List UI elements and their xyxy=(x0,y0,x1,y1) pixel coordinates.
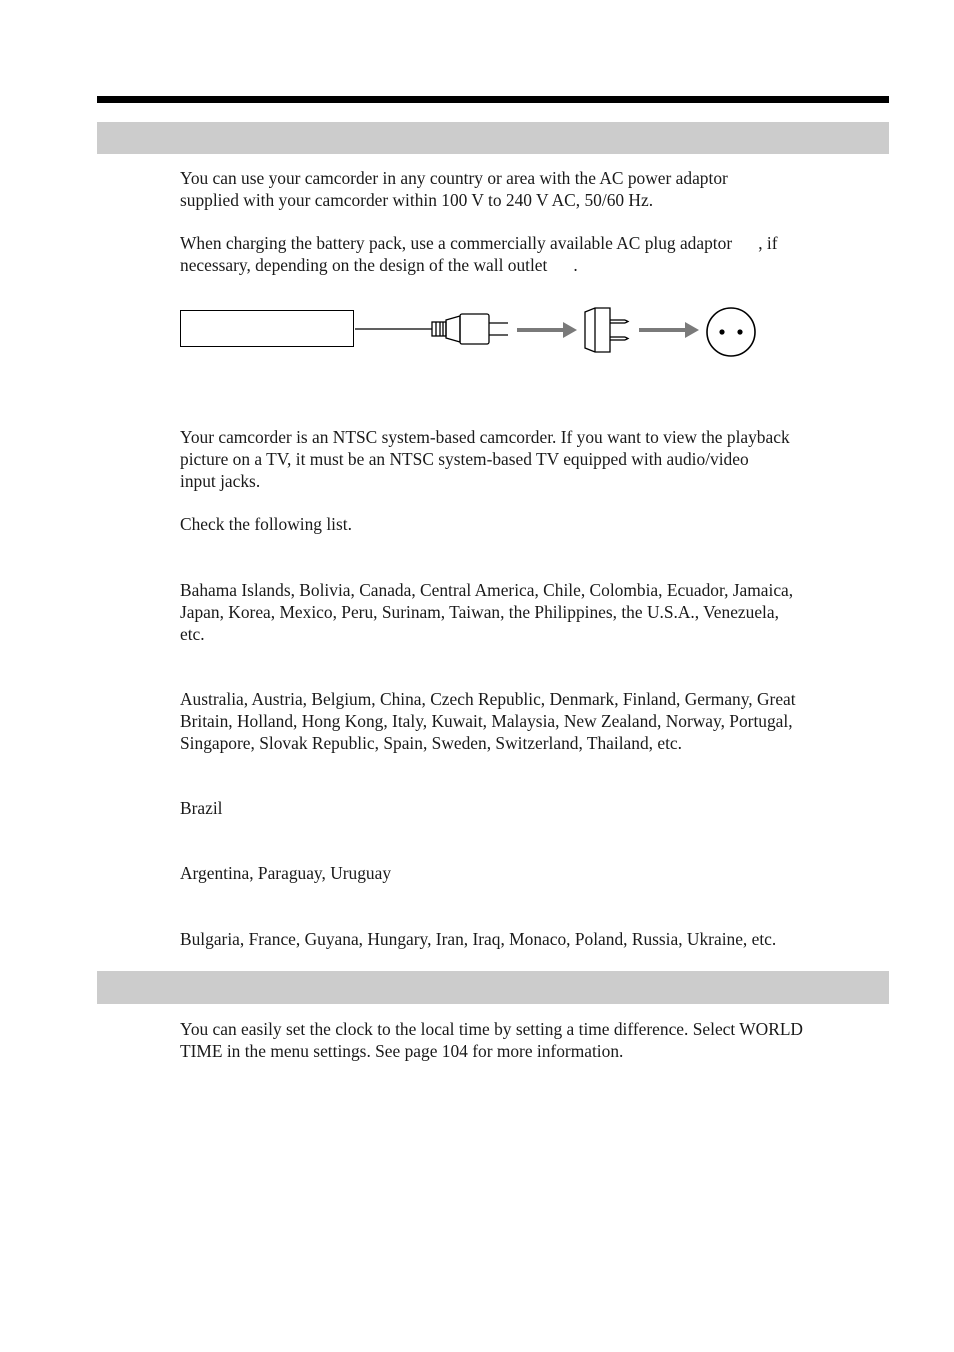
text-line: necessary, depending on the design of the wall outlet . xyxy=(180,255,578,275)
text-line: Your camcorder is an NTSC system-based camcorder. If you want to view the playback xyxy=(180,427,790,447)
pal-n-country-list: Argentina, Paraguay, Uruguay xyxy=(180,863,392,883)
ntsc-info-paragraph xyxy=(180,426,890,492)
world-time-paragraph xyxy=(180,1018,890,1062)
plug-adaptor-figure xyxy=(180,302,780,364)
plug-adaptor-paragraph xyxy=(180,232,890,276)
arrow-right-icon xyxy=(639,322,699,338)
pal-m-country-list: Brazil xyxy=(180,798,223,818)
section-header-bar-power xyxy=(97,122,889,154)
secam-country-list: Bulgaria, France, Guyana, Hungary, Iran, Iraq, Monaco, Poland, Russia, Ukraine, etc. xyxy=(180,929,777,949)
text-line: supplied with your camcorder within 100 V to 240 V AC, 50/60 Hz. xyxy=(180,190,654,210)
power-voltage-paragraph xyxy=(180,167,890,211)
text-line: Japan, Korea, Mexico, Peru, Surinam, Taiwan, the Philippines, the U.S.A., Venezuela, xyxy=(180,602,779,622)
ac-plug-icon xyxy=(432,314,508,344)
arrow-right-icon xyxy=(517,322,577,338)
text-line: You can use your camcorder in any country or area with the AC power adaptor xyxy=(180,168,728,188)
text-line: When charging the battery pack, use a commercially available AC plug adaptor , if xyxy=(180,233,778,253)
top-rule xyxy=(97,96,889,103)
ntsc-country-list xyxy=(180,579,890,645)
check-list-text: Check the following list. xyxy=(180,514,352,534)
plug-diagram xyxy=(180,302,780,364)
wall-outlet-icon xyxy=(707,308,755,356)
text-line: Britain, Holland, Hong Kong, Italy, Kuwait, Malaysia, New Zealand, Norway, Portugal, xyxy=(180,711,793,731)
text-line: picture on a TV, it must be an NTSC system-based TV equipped with audio/video xyxy=(180,449,749,469)
text-line: input jacks. xyxy=(180,471,261,491)
text-line: You can easily set the clock to the local time by setting a time difference. Select WORLD xyxy=(180,1019,803,1039)
text-line: Australia, Austria, Belgium, China, Czech Republic, Denmark, Finland, Germany, Great xyxy=(180,689,796,709)
section-header-bar-clock xyxy=(97,971,889,1004)
pal-country-list xyxy=(180,688,890,754)
text-line: etc. xyxy=(180,624,205,644)
text-line: Singapore, Slovak Republic, Spain, Sweden, Switzerland, Thailand, etc. xyxy=(180,733,682,753)
text-line: Bahama Islands, Bolivia, Canada, Central America, Chile, Colombia, Ecuador, Jamaica, xyxy=(180,580,794,600)
plug-adaptor-icon xyxy=(585,308,628,352)
text-line: TIME in the menu settings. See page 104 for more information. xyxy=(180,1041,624,1061)
